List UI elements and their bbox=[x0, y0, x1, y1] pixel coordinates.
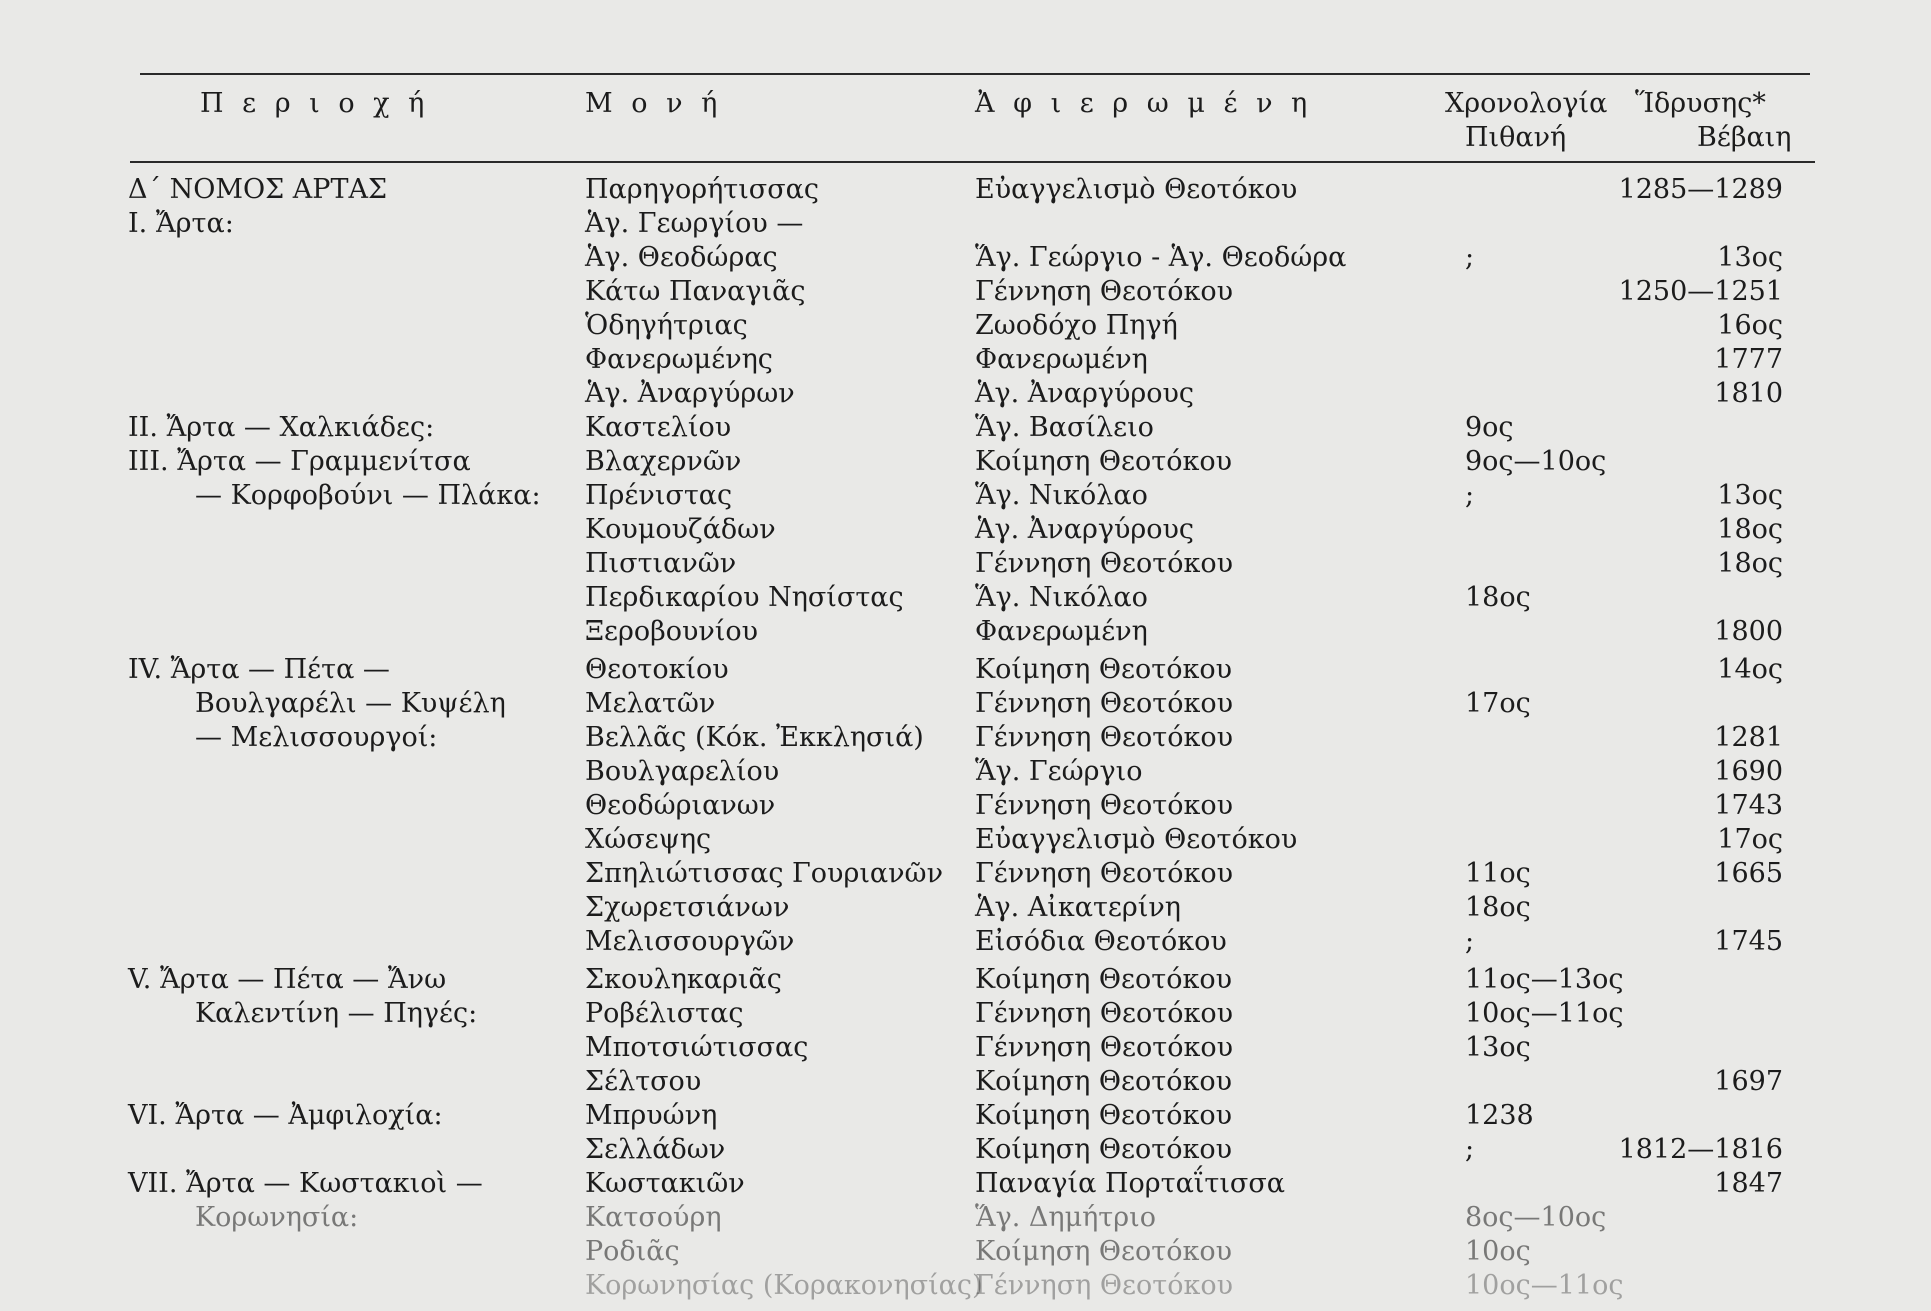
table-cell-dedicated: Γέννηση Θεοτόκου bbox=[975, 688, 1234, 719]
table-cell-probable: 8ος—10ος bbox=[1465, 1202, 1607, 1233]
table-cell-monastery: Κορωνησίας (Κορακονησίας) bbox=[585, 1270, 983, 1301]
table-cell-monastery: Ροδιᾶς bbox=[585, 1236, 680, 1267]
table-cell-monastery: Κάτω Παναγιᾶς bbox=[585, 276, 806, 307]
table-cell-monastery: Καστελίου bbox=[585, 412, 732, 443]
table-cell-region: ΙΙ. Ἄρτα — Χαλκιάδες: bbox=[128, 412, 435, 443]
top-rule bbox=[140, 73, 1810, 75]
table-cell-dedicated: Παναγία Πορταΐτισσα bbox=[975, 1168, 1286, 1199]
table-cell-dedicated: Φανερωμένη bbox=[975, 616, 1148, 647]
table-cell-monastery: Κουμουζάδων bbox=[585, 514, 776, 545]
table-cell-certain: 1285—1289 bbox=[1618, 174, 1783, 205]
table-cell-monastery: Σκουληκαριᾶς bbox=[585, 964, 782, 995]
table-cell-region: VI. Ἄρτα — Ἀμφιλοχία: bbox=[128, 1100, 443, 1131]
table-cell-region: — Μελισσουργοί: bbox=[195, 722, 438, 753]
table-cell-region: ΙV. Ἄρτα — Πέτα — bbox=[128, 654, 390, 685]
table-cell-certain: 13ος bbox=[1717, 242, 1783, 273]
table-cell-certain: 1777 bbox=[1714, 344, 1783, 375]
table-cell-monastery: Θεοδώριανων bbox=[585, 790, 776, 821]
table-cell-region: Βουλγαρέλι — Κυψέλη bbox=[195, 688, 506, 719]
table-cell-monastery: Σέλτσου bbox=[585, 1066, 702, 1097]
header-founding: Ἵδρυσης* bbox=[1635, 88, 1766, 119]
table-cell-dedicated: Γέννηση Θεοτόκου bbox=[975, 1270, 1234, 1301]
table-cell-monastery: Μελισσουργῶν bbox=[585, 926, 795, 957]
table-cell-probable: 18ος bbox=[1465, 892, 1531, 923]
header-probable: Πιθανή bbox=[1465, 122, 1567, 153]
table-cell-region: — Κορφοβούνι — Πλάκα: bbox=[195, 480, 541, 511]
table-cell-monastery: Μποτσιώτισσας bbox=[585, 1032, 809, 1063]
table-cell-dedicated: Γέννηση Θεοτόκου bbox=[975, 722, 1234, 753]
table-cell-dedicated: Φανερωμένη bbox=[975, 344, 1148, 375]
table-cell-region: Κορωνησία: bbox=[195, 1202, 359, 1233]
table-cell-region: VII. Ἄρτα — Κωστακιοὶ — bbox=[128, 1168, 483, 1199]
table-cell-dedicated: Εἰσόδια Θεοτόκου bbox=[975, 926, 1227, 957]
table-cell-dedicated: Κοίμηση Θεοτόκου bbox=[975, 1236, 1233, 1267]
table-cell-certain: 1745 bbox=[1714, 926, 1783, 957]
table-cell-monastery: Ἁγ. Θεοδώρας bbox=[585, 242, 778, 273]
table-cell-probable: ; bbox=[1465, 480, 1475, 511]
table-cell-monastery: Ροβέλιστας bbox=[585, 998, 744, 1029]
table-cell-probable: 10ος bbox=[1465, 1236, 1531, 1267]
table-cell-monastery: Μελατῶν bbox=[585, 688, 716, 719]
table-cell-certain: 1697 bbox=[1714, 1066, 1783, 1097]
table-cell-dedicated: Γέννηση Θεοτόκου bbox=[975, 790, 1234, 821]
table-cell-certain: 1665 bbox=[1714, 858, 1783, 889]
table-cell-dedicated: Ἅγ. Βασίλειο bbox=[975, 412, 1154, 443]
table-cell-monastery: Ὁδηγήτριας bbox=[585, 310, 748, 341]
table-cell-certain: 1281 bbox=[1714, 722, 1783, 753]
table-cell-certain: 17ος bbox=[1717, 824, 1783, 855]
table-cell-dedicated: Ἅγ. Γεώργιο - Ἁγ. Θεοδώρα bbox=[975, 242, 1347, 273]
table-cell-monastery: Μπρυώνη bbox=[585, 1100, 718, 1131]
table-cell-dedicated: Ἅγ. Δημήτριο bbox=[975, 1202, 1156, 1233]
table-cell-monastery: Βελλᾶς (Κόκ. Ἐκκλησιά) bbox=[585, 722, 924, 753]
table-cell-certain: 1800 bbox=[1714, 616, 1783, 647]
table-cell-dedicated: Εὐαγγελισμὸ Θεοτόκου bbox=[975, 174, 1298, 205]
table-cell-probable: ; bbox=[1465, 926, 1475, 957]
table-cell-monastery: Πρένιστας bbox=[585, 480, 733, 511]
table-cell-dedicated: Γέννηση Θεοτόκου bbox=[975, 548, 1234, 579]
table-cell-monastery: Χώσεψης bbox=[585, 824, 712, 855]
table-cell-certain: 1812—1816 bbox=[1618, 1134, 1783, 1165]
table-cell-monastery: Σελλάδων bbox=[585, 1134, 726, 1165]
table-cell-dedicated: Ἁγ. Αἰκατερίνη bbox=[975, 892, 1181, 923]
table-cell-probable: ; bbox=[1465, 242, 1475, 273]
header-region: Π ε ρ ι ο χ ή bbox=[200, 88, 430, 119]
table-cell-probable: 17ος bbox=[1465, 688, 1531, 719]
table-cell-probable: 9ος—10ος bbox=[1465, 446, 1607, 477]
table-cell-dedicated: Γέννηση Θεοτόκου bbox=[975, 276, 1234, 307]
table-cell-monastery: Ἁγ. Γεωργίου — bbox=[585, 208, 804, 239]
table-cell-dedicated: Ἁγ. Ἀναργύρους bbox=[975, 514, 1195, 545]
table-cell-probable: 1238 bbox=[1465, 1100, 1534, 1131]
table-cell-probable: 13ος bbox=[1465, 1032, 1531, 1063]
table-cell-monastery: Φανερωμένης bbox=[585, 344, 773, 375]
table-cell-dedicated: Κοίμηση Θεοτόκου bbox=[975, 654, 1233, 685]
table-cell-monastery: Βλαχερνῶν bbox=[585, 446, 742, 477]
table-cell-dedicated: Κοίμηση Θεοτόκου bbox=[975, 1134, 1233, 1165]
header-chrono: Χρονολογία bbox=[1445, 88, 1608, 119]
table-cell-probable: ; bbox=[1465, 1134, 1475, 1165]
table-cell-dedicated: Ἁγ. Ἀναργύρους bbox=[975, 378, 1195, 409]
table-cell-monastery: Κωστακιῶν bbox=[585, 1168, 745, 1199]
table-cell-dedicated: Κοίμηση Θεοτόκου bbox=[975, 1100, 1233, 1131]
table-cell-region: Ι. Ἄρτα: bbox=[128, 208, 234, 239]
table-cell-monastery: Πιστιανῶν bbox=[585, 548, 737, 579]
table-cell-probable: 10ος—11ος bbox=[1465, 1270, 1624, 1301]
table-cell-monastery: Ξεροβουνίου bbox=[585, 616, 759, 647]
table-cell-dedicated: Εὐαγγελισμὸ Θεοτόκου bbox=[975, 824, 1298, 855]
table-cell-dedicated: Κοίμηση Θεοτόκου bbox=[975, 964, 1233, 995]
table-cell-certain: 1690 bbox=[1714, 756, 1783, 787]
table-cell-dedicated: Ἅγ. Νικόλαο bbox=[975, 582, 1148, 613]
table-cell-dedicated: Ἅγ. Νικόλαο bbox=[975, 480, 1148, 511]
table-cell-region: Δ΄ ΝΟΜΟΣ ΑΡΤΑΣ bbox=[128, 174, 388, 205]
table-cell-dedicated: Κοίμηση Θεοτόκου bbox=[975, 1066, 1233, 1097]
table-cell-monastery: Σχωρετσιάνων bbox=[585, 892, 790, 923]
table-cell-monastery: Παρηγορήτισσας bbox=[585, 174, 820, 205]
table-cell-monastery: Βουλγαρελίου bbox=[585, 756, 780, 787]
table-cell-region: ΙΙΙ. Ἄρτα — Γραμμενίτσα bbox=[128, 446, 471, 477]
table-cell-monastery: Ἁγ. Ἀναργύρων bbox=[585, 378, 795, 409]
header-monastery: Μ ο ν ή bbox=[585, 88, 723, 119]
table-cell-certain: 18ος bbox=[1717, 548, 1783, 579]
table-cell-certain: 1847 bbox=[1714, 1168, 1783, 1199]
table-cell-probable: 9ος bbox=[1465, 412, 1514, 443]
table-cell-certain: 18ος bbox=[1717, 514, 1783, 545]
table-cell-region: V. Ἄρτα — Πέτα — Ἄνω bbox=[128, 964, 447, 995]
table-cell-certain: 13ος bbox=[1717, 480, 1783, 511]
header-certain: Βέβαιη bbox=[1697, 122, 1792, 153]
table-cell-monastery: Θεοτοκίου bbox=[585, 654, 729, 685]
table-cell-dedicated: Ἅγ. Γεώργιο bbox=[975, 756, 1143, 787]
table-cell-dedicated: Γέννηση Θεοτόκου bbox=[975, 998, 1234, 1029]
table-cell-region: Καλεντίνη — Πηγές: bbox=[195, 998, 478, 1029]
table-cell-dedicated: Γέννηση Θεοτόκου bbox=[975, 1032, 1234, 1063]
table-cell-dedicated: Ζωοδόχο Πηγή bbox=[975, 310, 1178, 341]
table-cell-monastery: Σπηλιώτισσας Γουριανῶν bbox=[585, 858, 943, 889]
table-cell-certain: 1743 bbox=[1714, 790, 1783, 821]
header-rule bbox=[130, 161, 1815, 163]
table-cell-probable: 11ος bbox=[1465, 858, 1531, 889]
table-cell-probable: 18ος bbox=[1465, 582, 1531, 613]
table-cell-certain: 14ος bbox=[1717, 654, 1783, 685]
header-dedicated: Ἀ φ ι ε ρ ω μ έ ν η bbox=[975, 88, 1313, 119]
table-cell-monastery: Κατσούρη bbox=[585, 1202, 722, 1233]
table-cell-monastery: Περδικαρίου Νησίστας bbox=[585, 582, 904, 613]
table-cell-certain: 1250—1251 bbox=[1618, 276, 1783, 307]
table-cell-probable: 11ος—13ος bbox=[1465, 964, 1624, 995]
table-cell-probable: 10ος—11ος bbox=[1465, 998, 1624, 1029]
table-cell-dedicated: Κοίμηση Θεοτόκου bbox=[975, 446, 1233, 477]
table-cell-dedicated: Γέννηση Θεοτόκου bbox=[975, 858, 1234, 889]
table-cell-certain: 1810 bbox=[1714, 378, 1783, 409]
table-cell-certain: 16ος bbox=[1717, 310, 1783, 341]
